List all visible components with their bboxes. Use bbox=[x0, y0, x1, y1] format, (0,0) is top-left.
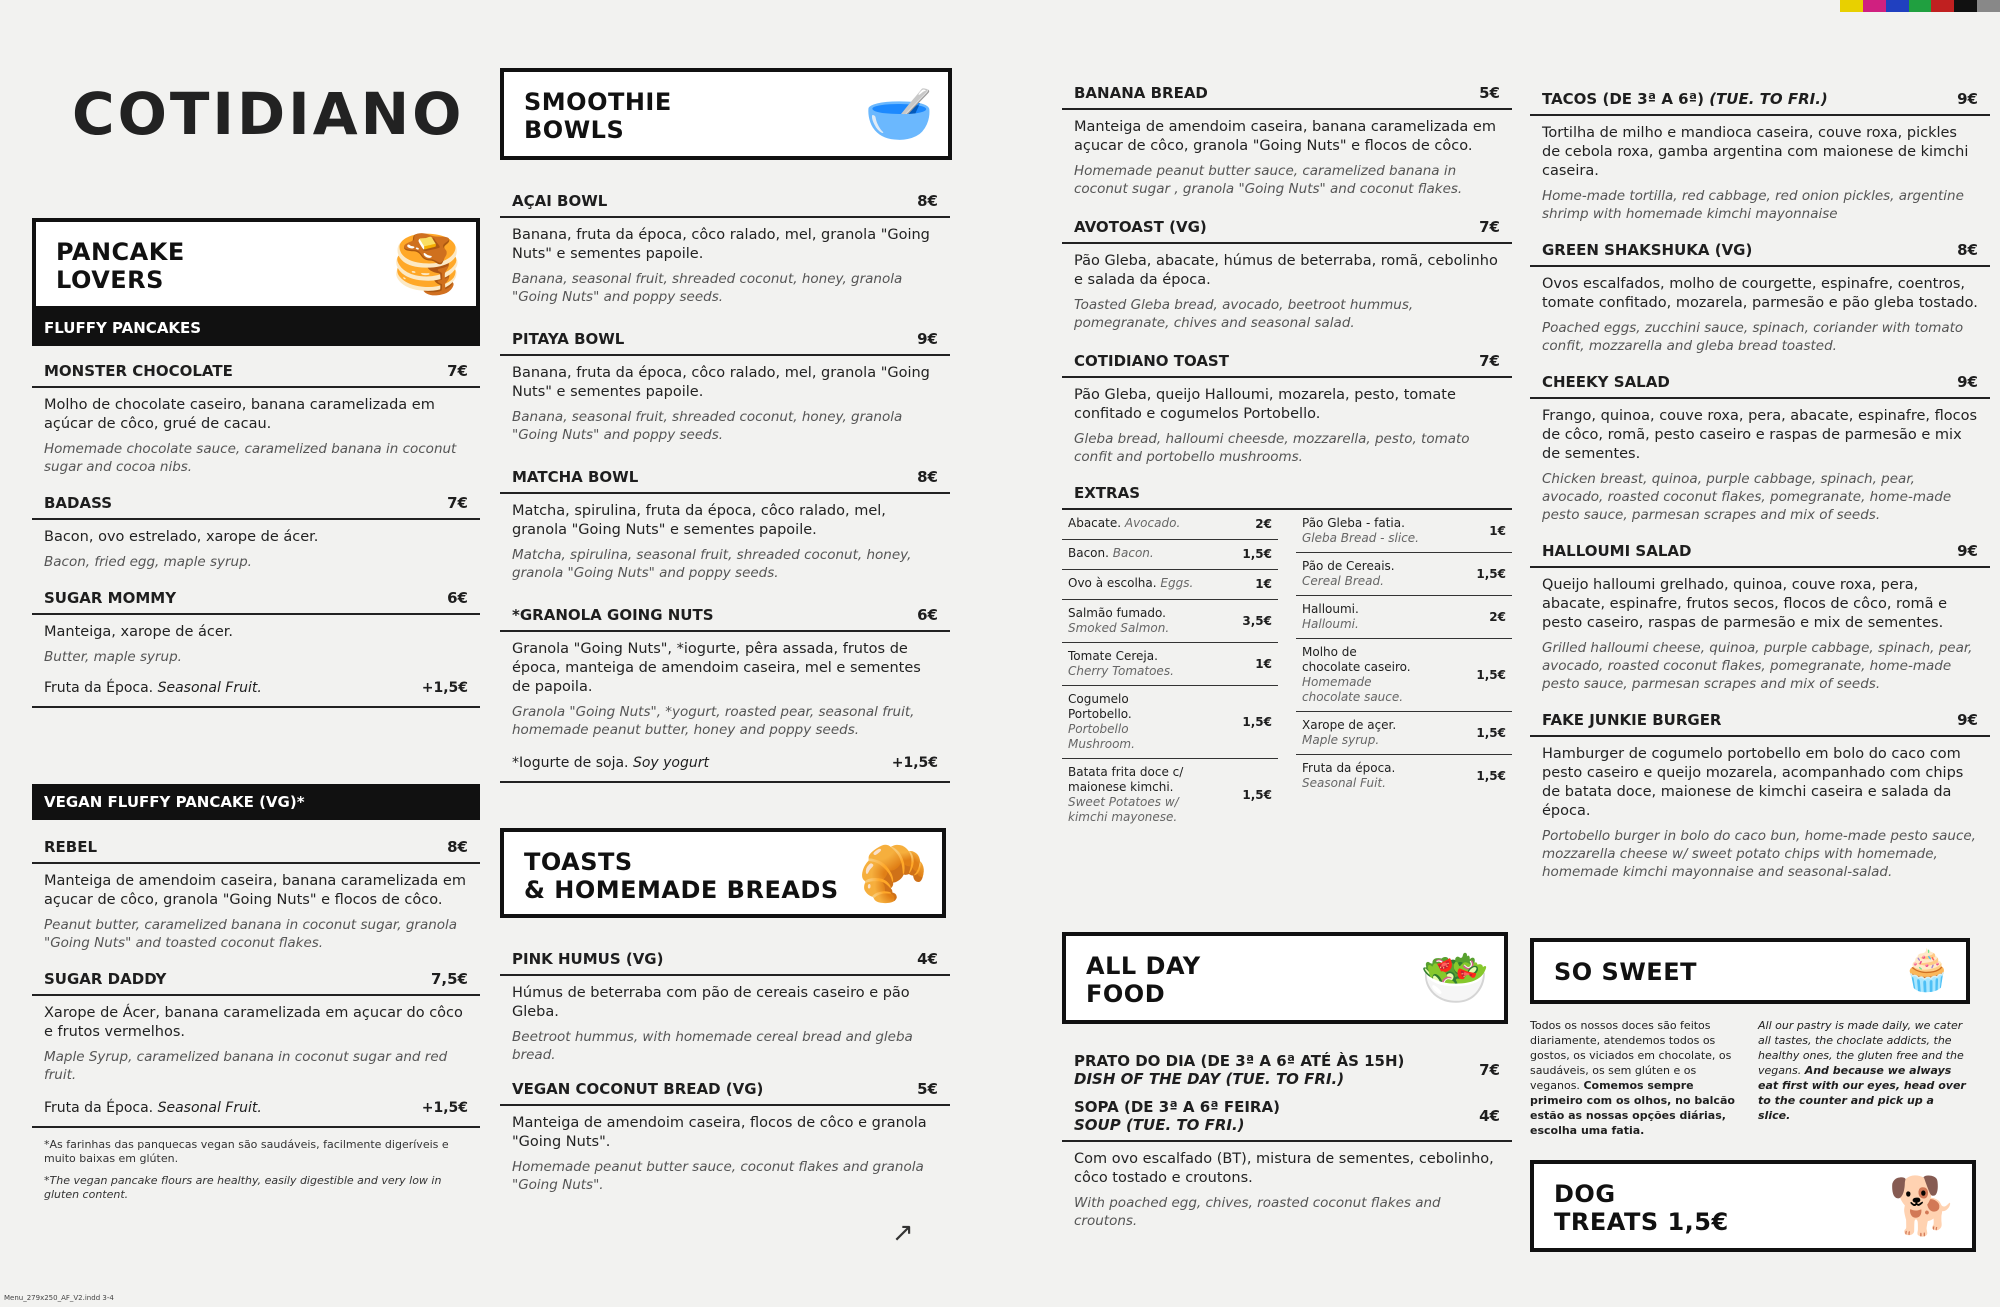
item-name: MATCHA BOWL bbox=[512, 468, 639, 486]
item-price: 8€ bbox=[917, 468, 938, 486]
menu-item bbox=[32, 356, 480, 482]
item-price: 9€ bbox=[917, 330, 938, 348]
toasts-title-line2: & HOMEMADE BREADS bbox=[524, 876, 839, 904]
item-description-en: Peanut butter, caramelized banana in coconut sugar, granola "Going Nuts" and toasted coconut flakes. bbox=[44, 917, 458, 951]
item-description-en: Grilled halloumi cheese, quinoa, purple cabbage, spinach, pear, avocado, roasted coconut flakes, pomegranate, home-made pesto sauce, parmesan scrapes and mix of seeds. bbox=[1542, 640, 1973, 692]
extra-item: Bacon. Bacon. 1,5€ bbox=[1062, 540, 1278, 570]
item-price: 9€ bbox=[1957, 373, 1978, 391]
extra-item: Halloumi. Halloumi. 2€ bbox=[1296, 596, 1512, 639]
item-description-pt: Manteiga de amendoim caseira, banana caramelizada em açucar de côco, granola "Going Nuts" e flocos de côco. bbox=[1074, 119, 1496, 154]
item-price: 6€ bbox=[917, 606, 938, 624]
item-price: 8€ bbox=[447, 838, 468, 856]
dish-of-the-day: PRATO DO DIA (DE 3ª A 6ª ATÉ ÀS 15H) DISH OF THE DAY (TUE. TO FRI.) 7€ bbox=[1074, 1052, 1500, 1088]
item-description-pt: Banana, fruta da época, côco ralado, mel, granola "Going Nuts" e sementes papoile. bbox=[512, 365, 930, 400]
allday-description-en: With poached egg, chives, roasted coconut flakes and croutons. bbox=[1074, 1195, 1441, 1229]
pancake-header bbox=[32, 218, 480, 310]
item-name: REBEL bbox=[44, 838, 98, 856]
allday-description-pt: Com ovo escalfado (BT), mistura de sementes, cebolinho, côco tostado e croutons. bbox=[1074, 1151, 1494, 1186]
item-name: AÇAI BOWL bbox=[512, 192, 608, 210]
menu-item: TACOS (DE 3ª A 6ª) (TUE. TO FRI.) 9€ Tortilha de milho e mandioca caseira, couve roxa, pickles de cebola roxa, gamba argentina com maionese de kimchi caseira. Home-made tortilla, red cabbage, red onion pickles, argentine shrimp with homemade kimchi mayonnaise bbox=[1530, 84, 1990, 229]
item-description-pt: Húmus de beterraba com pão de cereais caseiro e pão Gleba. bbox=[512, 985, 910, 1020]
allday-title-line1: ALL DAY bbox=[1086, 952, 1201, 980]
item-name: MONSTER CHOCOLATE bbox=[44, 362, 233, 380]
dog-title-line2: TREATS 1,5€ bbox=[1554, 1208, 1729, 1236]
item-price: 7€ bbox=[447, 494, 468, 512]
vegan-note-en: *The vegan pancake flours are healthy, easily digestible and very low in gluten content. bbox=[44, 1174, 442, 1201]
item-price: 4€ bbox=[917, 950, 938, 968]
item-name: VEGAN COCONUT BREAD (VG) bbox=[512, 1080, 764, 1098]
allday-title-line2: FOOD bbox=[1086, 980, 1166, 1008]
extra-fruit: Fruta da Época. Seasonal Fruit. +1,5€ bbox=[32, 672, 480, 708]
extra-item: Cogumelo Portobello. Portobello Mushroom. 1,5€ bbox=[1062, 686, 1278, 759]
item-description-pt: Matcha, spirulina, fruta da época, côco ralado, mel, granola "Going Nuts" e sementes papoile. bbox=[512, 503, 886, 538]
menu-item bbox=[500, 324, 950, 450]
item-description-en: Home-made tortilla, red cabbage, red onion pickles, argentine shrimp with homemade kimchi mayonnaise bbox=[1542, 188, 1964, 222]
menu-item bbox=[1530, 705, 1990, 887]
extra-item: Pão Gleba - fatia. Gleba Bread - slice. 1€ bbox=[1296, 510, 1512, 553]
item-description-pt: Granola "Going Nuts", *iogurte, pêra assada, frutos de época, manteiga de amendoim caseira, mel e sementes de papoila. bbox=[512, 641, 921, 695]
item-price: 8€ bbox=[917, 192, 938, 210]
extra-item: Pão de Cereais. Cereal Bread. 1,5€ bbox=[1296, 553, 1512, 596]
menu-item bbox=[32, 583, 480, 672]
sweet-text-pt: Todos os nossos doces são feitos diariamente, atendemos todos os gostos, os viciados em chocolate, os saudáveis, os sem glúten e os veganos. bbox=[1530, 1019, 1732, 1092]
item-description-en: Matcha, spirulina, seasonal fruit, shreaded coconut, honey, granola "Going Nuts" and poppy seeds. bbox=[512, 547, 912, 581]
extra-fruit: Fruta da Época. Seasonal Fruit. +1,5€ bbox=[32, 1090, 480, 1128]
item-name: PITAYA BOWL bbox=[512, 330, 625, 348]
item-description-pt: Manteiga, xarope de ácer. bbox=[44, 624, 233, 640]
vegan-note-pt: *As farinhas das panquecas vegan são saudáveis, facilmente digeríveis e muito baixas em glúten. bbox=[44, 1138, 449, 1165]
item-name: FAKE JUNKIE BURGER bbox=[1542, 711, 1722, 729]
menu-item bbox=[1530, 367, 1990, 530]
item-price: 5€ bbox=[917, 1080, 938, 1098]
pancake-stack-icon: 🥞 bbox=[392, 232, 462, 297]
item-name: SUGAR MOMMY bbox=[44, 589, 177, 607]
menu-item bbox=[32, 488, 480, 577]
item-description-pt: Tortilha de milho e mandioca caseira, couve roxa, pickles de cebola roxa, gamba argentina com maionese de kimchi caseira. bbox=[1542, 125, 1969, 179]
menu-item bbox=[500, 944, 950, 1070]
item-description-pt: Pão Gleba, queijo Halloumi, mozarela, pesto, tomate confitado e cogumelos Portobello. bbox=[1074, 387, 1456, 422]
item-description-pt: Xarope de Ácer, banana caramelizada em açucar do côco e frutos vermelhos. bbox=[44, 1005, 463, 1040]
extra-item: Abacate. Avocado. 2€ bbox=[1062, 510, 1278, 540]
item-price: 7€ bbox=[1479, 218, 1500, 236]
item-description-pt: Banana, fruta da época, côco ralado, mel, granola "Going Nuts" e sementes papoile. bbox=[512, 227, 930, 262]
toasts-title-line1: TOASTS bbox=[524, 848, 633, 876]
salad-bowl-icon: 🥗 bbox=[1420, 946, 1490, 1011]
item-description-en: Chicken breast, quinoa, purple cabbage, spinach, pear, avocado, roasted coconut flakes, pomegranate, home-made pesto sauce, parmesan scrapes and mix of seeds. bbox=[1542, 471, 1952, 523]
extra-item: Fruta da época. Seasonal Fuit. 1,5€ bbox=[1302, 761, 1506, 790]
menu-item bbox=[1062, 212, 1512, 338]
item-description-en: Butter, maple syrup. bbox=[44, 649, 182, 665]
sweet-text-en: All our pastry is made daily, we cater all tastes, the choclate addicts, the healthy ones, the gluten free and the vegans. bbox=[1758, 1019, 1964, 1077]
item-price: 9€ bbox=[1957, 711, 1978, 729]
sweet-text-pt-bold: Comemos sempre primeiro com os olhos, no balcão estão as nossas opções diárias, escolha uma fatia. bbox=[1530, 1079, 1735, 1137]
cupcake-icon: 🧁 bbox=[1902, 948, 1952, 994]
extras-left-list bbox=[1062, 510, 1278, 831]
bread-icon: 🥐 bbox=[858, 842, 928, 907]
extra-item: Molho de chocolate caseiro. Homemade chocolate sauce. 1,5€ bbox=[1296, 639, 1512, 712]
item-description-pt: Molho de chocolate caseiro, banana caramelizada em açúcar de côco, grué de cacau. bbox=[44, 397, 435, 432]
dog-treats-header bbox=[1530, 1160, 1976, 1252]
pancake-title-line2: LOVERS bbox=[56, 266, 164, 294]
item-description-en: Homemade peanut butter sauce, caramelized banana in coconut sugar , granola "Going Nuts" and coconut flakes. bbox=[1074, 163, 1463, 197]
menu-item bbox=[500, 186, 950, 312]
item-price: 5€ bbox=[1479, 84, 1500, 102]
so-sweet-text bbox=[1530, 1018, 1970, 1138]
sweet-text-en-bold: And because we always eat first with our eyes, head over to the counter and pick up a slice. bbox=[1758, 1064, 1966, 1122]
menu-item bbox=[32, 964, 480, 1090]
smoothie-title-line1: SMOOTHIE bbox=[524, 88, 672, 116]
menu-item bbox=[1530, 536, 1990, 699]
item-description-pt: Pão Gleba, abacate, húmus de beterraba, romã, cebolinho e salada da época. bbox=[1074, 253, 1498, 288]
item-description-pt: Manteiga de amendoim caseira, banana caramelizada em açucar de côco, granola "Going Nuts" e flocos de côco. bbox=[44, 873, 466, 908]
item-name: CHEEKY SALAD bbox=[1542, 373, 1670, 391]
item-description-en: Beetroot hummus, with homemade cereal bread and gleba bread. bbox=[512, 1029, 913, 1063]
item-description-pt: Frango, quinoa, couve roxa, pera, abacate, espinafre, flocos de côco, romã, pesto caseiro e raspas de parmesão e mix de sementes. bbox=[1542, 408, 1978, 462]
item-description-pt: Bacon, ovo estrelado, xarope de ácer. bbox=[44, 529, 319, 545]
item-description-en: Homemade chocolate sauce, caramelized banana in coconut sugar and cocoa nibs. bbox=[44, 441, 457, 475]
item-description-en: Homemade peanut butter sauce, coconut flakes and granola "Going Nuts". bbox=[512, 1159, 924, 1193]
item-description-en: Bacon, fried egg, maple syrup. bbox=[44, 554, 252, 570]
item-name: BANANA BREAD bbox=[1074, 84, 1208, 102]
item-description-en: Banana, seasonal fruit, shreaded coconut, honey, granola "Going Nuts" and poppy seeds. bbox=[512, 271, 903, 305]
item-description-pt: Manteiga de amendoim caseira, flocos de côco e granola "Going Nuts". bbox=[512, 1115, 927, 1150]
so-sweet-header bbox=[1530, 938, 1970, 1004]
item-description-en: Granola "Going Nuts", *yogurt, roasted pear, seasonal fruit, homemade peanut butter, honey and poppy seeds. bbox=[512, 704, 915, 738]
item-description-en: Gleba bread, halloumi cheesde, mozzarella, pesto, tomato confit and portobello mushrooms. bbox=[1074, 431, 1470, 465]
item-price: 7€ bbox=[1479, 352, 1500, 370]
extras-right-list bbox=[1296, 510, 1512, 831]
page-turn-arrow-icon: ↗ bbox=[892, 1218, 914, 1248]
bowl-icon: 🥣 bbox=[864, 82, 934, 147]
item-description-en: Portobello burger in bolo do caco bun, home-made pesto sauce, mozzarella cheese w/ sweet potato chips with homemade, homemade kimchi mayonnaise and seasonal-salad. bbox=[1542, 828, 1976, 880]
soup: SOPA (DE 3ª A 6ª FEIRA) SOUP (TUE. TO FRI.) 4€ bbox=[1062, 1094, 1512, 1142]
menu-item bbox=[500, 1074, 950, 1200]
allday-header bbox=[1062, 932, 1508, 1024]
extra-item: Ovo à escolha. Eggs. 1€ bbox=[1062, 570, 1278, 600]
menu-item bbox=[500, 600, 950, 745]
item-price: 9€ bbox=[1957, 542, 1978, 560]
item-name: PINK HUMUS (VG) bbox=[512, 950, 664, 968]
extra-item: Xarope de açer. Maple syrup. 1,5€ bbox=[1296, 712, 1512, 755]
so-sweet-title: SO SWEET bbox=[1554, 958, 1697, 986]
item-name: HALLOUMI SALAD bbox=[1542, 542, 1692, 560]
item-name: GREEN SHAKSHUKA (VG) bbox=[1542, 241, 1753, 259]
menu-item bbox=[500, 462, 950, 588]
logo: COTIDIANO bbox=[72, 80, 465, 148]
extra-item: Tomate Cereja. Cherry Tomatoes. 1€ bbox=[1062, 643, 1278, 686]
item-description-en: Maple Syrup, caramelized banana in coconut sugar and red fruit. bbox=[44, 1049, 448, 1083]
pancake-title-line1: PANCAKE bbox=[56, 238, 185, 266]
item-price: 7,5€ bbox=[430, 970, 468, 988]
smoothie-header bbox=[500, 68, 952, 160]
vegan-pancake-bar: VEGAN FLUFFY PANCAKE (VG)* bbox=[32, 784, 480, 820]
item-name: *GRANOLA GOING NUTS bbox=[512, 606, 714, 624]
color-calibration-strip bbox=[1840, 0, 2000, 12]
dog-icon: 🐕 bbox=[1888, 1174, 1958, 1239]
item-description-pt: Hamburger de cogumelo portobello em bolo do caco com pesto caseiro e queijo mozarela, acompanhado com chips de batata doce, maionese de kimchi caseira e salada da época. bbox=[1542, 746, 1964, 819]
menu-item bbox=[1530, 235, 1990, 361]
item-price: 7€ bbox=[447, 362, 468, 380]
item-price: 6€ bbox=[447, 589, 468, 607]
item-name: AVOTOAST (VG) bbox=[1074, 218, 1207, 236]
extras-grid bbox=[1062, 510, 1512, 831]
extra-soy-yogurt: *Iogurte de soja. Soy yogurt +1,5€ bbox=[500, 745, 950, 783]
extras-title: EXTRAS bbox=[1062, 478, 1512, 510]
extra-item: Batata frita doce c/ maionese kimchi. Sweet Potatoes w/ kimchi mayonese. 1,5€ bbox=[1068, 765, 1272, 824]
dog-title-line1: DOG bbox=[1554, 1180, 1616, 1208]
item-price: 9€ bbox=[1957, 90, 1978, 108]
extra-item: Salmão fumado. Smoked Salmon. 3,5€ bbox=[1062, 600, 1278, 643]
item-price: 8€ bbox=[1957, 241, 1978, 259]
item-name: TACOS (DE 3ª A 6ª) bbox=[1542, 90, 1704, 108]
menu-item bbox=[32, 832, 480, 958]
item-name: SUGAR DADDY bbox=[44, 970, 167, 988]
toasts-header bbox=[500, 828, 946, 918]
item-description-pt: Queijo halloumi grelhado, quinoa, couve roxa, pera, abacate, espinafre, frutos secos, flocos de côco, romã e pesto caseiro, raspas de parmesão e mix de sementes. bbox=[1542, 577, 1948, 631]
menu-item bbox=[1062, 78, 1512, 204]
item-description-en: Poached eggs, zucchini sauce, spinach, coriander with tomato confit, mozzarella and gleba bread toasted. bbox=[1542, 320, 1964, 354]
item-description-en: Toasted Gleba bread, avocado, beetroot hummus, pomegranate, chives and seasonal salad. bbox=[1074, 297, 1414, 331]
footer-filename: Menu_279x250_AF_V2.indd 3-4 bbox=[4, 1294, 114, 1302]
menu-item bbox=[1062, 346, 1512, 472]
item-description-en: Banana, seasonal fruit, shreaded coconut, honey, granola "Going Nuts" and poppy seeds. bbox=[512, 409, 903, 443]
fluffy-pancakes-bar: FLUFFY PANCAKES bbox=[32, 310, 480, 346]
item-name: COTIDIANO TOAST bbox=[1074, 352, 1229, 370]
item-description-pt: Ovos escalfados, molho de courgette, espinafre, coentros, tomate confitado, mozarela, parmesão e pão gleba tostado. bbox=[1542, 276, 1978, 311]
item-name: BADASS bbox=[44, 494, 113, 512]
smoothie-title-line2: BOWLS bbox=[524, 116, 625, 144]
